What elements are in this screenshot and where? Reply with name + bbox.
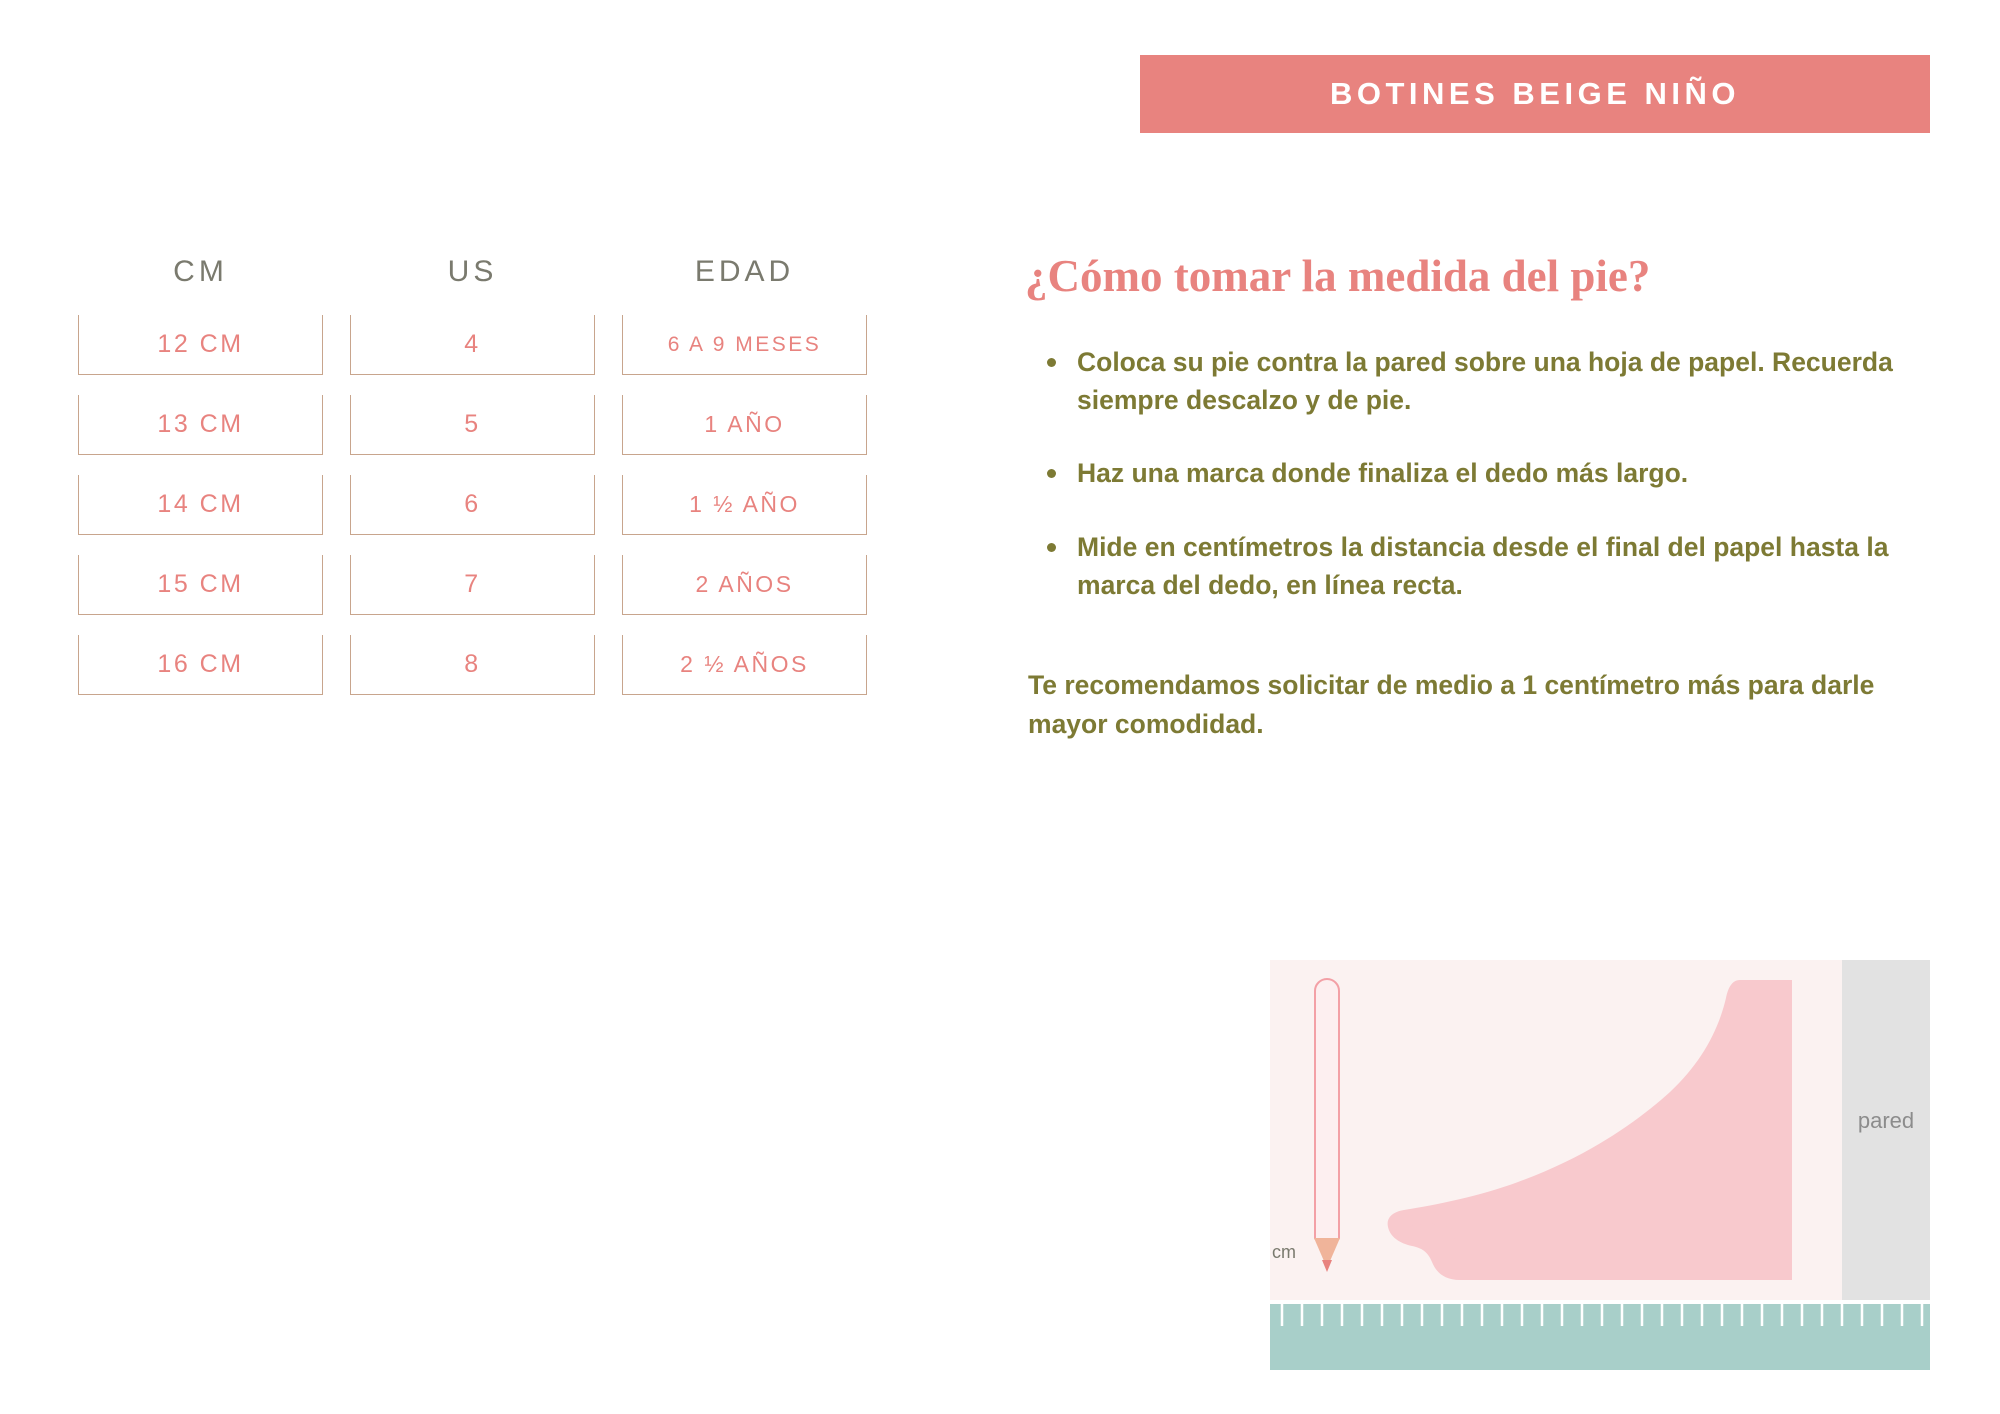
cell-edad: 2 AÑOS bbox=[622, 555, 867, 615]
section-title: ¿Cómo tomar la medida del pie? bbox=[1025, 251, 1651, 301]
bullet-icon bbox=[1047, 358, 1056, 367]
cell-us: 8 bbox=[350, 635, 595, 695]
table-row bbox=[78, 395, 868, 455]
step-text: Haz una marca donde finaliza el dedo más largo. bbox=[1077, 458, 1689, 489]
size-chart-table bbox=[78, 255, 868, 715]
bullet-icon bbox=[1047, 543, 1056, 552]
unit-label: cm bbox=[1272, 1242, 1296, 1262]
how-to-measure-section bbox=[1025, 250, 1955, 769]
cell-edad: 6 A 9 MESES bbox=[622, 315, 867, 375]
table-header-row bbox=[78, 255, 868, 289]
list-item bbox=[1025, 529, 1955, 604]
table-row bbox=[78, 475, 868, 535]
cell-cm: 15 CM bbox=[78, 555, 323, 615]
foot-icon bbox=[1340, 980, 1840, 1300]
cell-cm: 12 CM bbox=[78, 315, 323, 375]
product-title-banner bbox=[1140, 55, 1930, 133]
pencil-icon bbox=[1314, 978, 1340, 1240]
recommendation-text: Te recomendamos solicitar de medio a 1 centímetro más para darle mayor comodidad. bbox=[1028, 670, 1875, 739]
column-header-cm: CM bbox=[173, 255, 228, 288]
table-row bbox=[78, 635, 868, 695]
list-item bbox=[1025, 344, 1955, 419]
column-header-us: US bbox=[447, 255, 498, 288]
wall-label: pared bbox=[1857, 1108, 1915, 1133]
table-row bbox=[78, 315, 868, 375]
pencil-lead-icon bbox=[1322, 1260, 1332, 1272]
cell-edad: 2 ½ AÑOS bbox=[622, 635, 867, 695]
cell-cm: 13 CM bbox=[78, 395, 323, 455]
step-text: Coloca su pie contra la pared sobre una hoja de papel. Recuerda siempre descalzo y de pie. bbox=[1077, 347, 1893, 415]
cell-cm: 14 CM bbox=[78, 475, 323, 535]
cell-cm: 16 CM bbox=[78, 635, 323, 695]
cell-us: 4 bbox=[350, 315, 595, 375]
ruler-ticks bbox=[1270, 1304, 1930, 1370]
table-row bbox=[78, 555, 868, 615]
column-header-edad: EDAD bbox=[694, 255, 795, 288]
page-title: BOTINES BEIGE NIÑO bbox=[1330, 76, 1740, 111]
cell-us: 6 bbox=[350, 475, 595, 535]
cell-us: 7 bbox=[350, 555, 595, 615]
cell-edad: 1 AÑO bbox=[622, 395, 867, 455]
measuring-illustration bbox=[1270, 960, 1930, 1370]
cell-edad: 1 ½ AÑO bbox=[622, 475, 867, 535]
ruler-icon bbox=[1270, 1304, 1930, 1370]
bullet-icon bbox=[1047, 469, 1056, 478]
step-text: Mide en centímetros la distancia desde el final del papel hasta la marca del dedo, en línea recta. bbox=[1077, 531, 1889, 600]
list-item bbox=[1025, 455, 1955, 493]
steps-list bbox=[1025, 344, 1955, 604]
cell-us: 5 bbox=[350, 395, 595, 455]
